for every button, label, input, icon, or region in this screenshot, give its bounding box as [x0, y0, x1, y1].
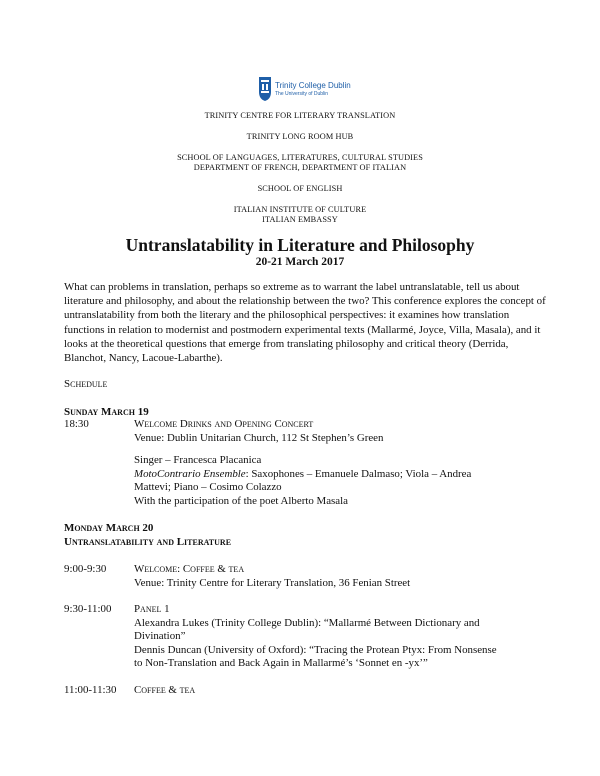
schedule-item-concert [64, 418, 554, 508]
session-title: Welcome: Coffee & tea [134, 563, 245, 575]
heading-line: TRINITY CENTRE FOR LITERARY TRANSLATION [204, 111, 396, 120]
session-time: 18:30 [64, 418, 89, 430]
intro-paragraph: What can problems in translation, perhaps so extreme as to warrant the label untranslatable, tell us about literature and philosophy, and about the relationship between the two? This conference explores the concept of untranslatability from both the literary and the philosophical perspectives: it examines how translation functions in relation to modernist and postmodern experimental texts (Mallarmé, Joyce, Villa, Masala), and it looks at the theoretical questions that emerge from translating philosophy and critical theory (Derrida, Blanchot, Nancy, Lacoue-Labarthe). [64, 281, 546, 365]
conference-dates: 20-21 March 2017 [255, 256, 345, 268]
session-line: Divination” [134, 630, 186, 642]
session-time: 11:00-11:30 [64, 684, 117, 696]
heading-line: DEPARTMENT OF FRENCH, DEPARTMENT OF ITALIAN [193, 163, 407, 172]
heading-group [0, 111, 600, 121]
heading-line: TRINITY LONG ROOM HUB [246, 132, 354, 141]
institution-headings [0, 111, 600, 236]
heading-group [0, 184, 600, 194]
heading-group [0, 153, 600, 173]
session-time: 9:00-9:30 [64, 563, 107, 575]
schedule-item [64, 684, 554, 698]
session-title: Coffee & tea [134, 684, 196, 696]
session-time: 9:30-11:00 [64, 603, 112, 615]
performer-line: MotoContrario Ensemble: Saxophones – Emanuele Dalmaso; Viola – Andrea [134, 467, 472, 480]
session-venue: Venue: Dublin Unitarian Church, 112 St Stephen’s Green [134, 431, 384, 444]
shield-icon [258, 76, 272, 102]
session-line: Venue: Trinity Centre for Literary Translation, 36 Fenian Street [134, 576, 411, 589]
logo-subtitle: The University of Dublin [275, 90, 329, 97]
performer-line: With the participation of the poet Alberto Masala [134, 494, 348, 507]
heading-line: ITALIAN INSTITUTE OF CULTURE [233, 205, 367, 214]
session-title: Welcome Drinks and Opening Concert [134, 418, 314, 430]
trinity-logo [258, 76, 351, 102]
schedule-item [64, 563, 554, 590]
session-line: to Non-Translation and Back Again in Mallarmé’s ‘Sonnet en -yx’” [134, 657, 428, 669]
logo-name: Trinity College Dublin [275, 80, 351, 90]
performer-line: Mattevi; Piano – Cosimo Colazzo [134, 481, 282, 493]
session-title: Panel 1 [134, 603, 170, 615]
heading-line: SCHOOL OF LANGUAGES, LITERATURES, CULTURAL STUDIES [177, 153, 423, 162]
monday-theme: Untranslatability and Literature [64, 536, 232, 548]
monday-heading: Monday March 20 [64, 522, 154, 534]
schedule-item [64, 603, 554, 671]
session-line: Dennis Duncan (University of Oxford): “Tracing the Protean Ptyx: From Nonsense [134, 643, 497, 656]
conference-title: Untranslatability in Literature and Philosophy [125, 235, 475, 255]
heading-line: ITALIAN EMBASSY [262, 215, 338, 224]
sunday-heading: Sunday March 19 [64, 406, 149, 418]
heading-group [0, 205, 600, 225]
schedule-heading: Schedule [64, 378, 108, 390]
heading-line: SCHOOL OF ENGLISH [257, 184, 343, 193]
heading-group [0, 132, 600, 142]
performer-line: Singer – Francesca Placanica [134, 454, 262, 466]
ensemble-name: MotoContrario Ensemble [134, 467, 246, 480]
session-line: Alexandra Lukes (Trinity College Dublin): “Mallarmé Between Dictionary and [134, 616, 480, 629]
